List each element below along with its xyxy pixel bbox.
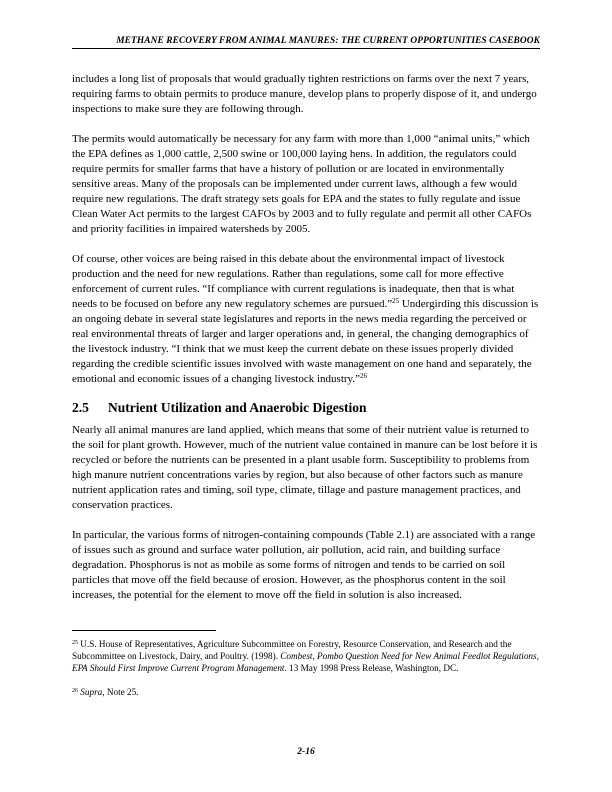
paragraph-1: includes a long list of proposals that would gradually tighten restrictions on farms over the next 7 years, requiring farms to obtain permits to produce manure, develop plans to properly dispose of it, and undergo inspections to make sure they are following through. [72, 73, 537, 115]
paragraph-3 [72, 252, 540, 387]
paragraph-2: The permits would automatically be necessary for any farm with more than 1,000 “animal units,” which the EPA defines as 1,000 cattle, 2,500 swine or 100,000 laying hens. In addition, the regulators could require permits for smaller farms that have a history of pollution or are located in environmentally sensitive areas. Many of the proposals can be implemented under current laws, although a few would require new regulations. The draft strategy sets goals for EPA and the states to fully regulate and issue Clean Water Act permits to the largest CAFOs by 2003 and to fully regulate and permit all other CAFOs and priority facilities in impaired watersheds by 2005. [72, 133, 532, 235]
section-title: Nutrient Utilization and Anaerobic Digestion [108, 400, 367, 415]
paragraph-4: Nearly all animal manures are land applied, which means that some of their nutrient value is returned to the soil for plant growth. However, much of the nutrient value contained in manure can be lost before it is recycled or before the nutrients can be presented in a plant usable form. Susceptibility to problems from high manure nutrient concentrations varies by region, but also because of other factors such as manure nutrient application rates and timing, soil type, climate, tillage and pasture management practices, and conservation practices. [72, 424, 538, 511]
paragraph-3-text-a: Of course, other voices are being raised in this debate about the environmental impact of livestock production and the need for new regulations. Rather than regulations, some call for more effective enforcement of current rules. “If compliance with current regulations is inadequate, then that is what needs to be focused on before any new regulatory schemes are pursued.” [72, 253, 515, 310]
footnote-rule [72, 630, 216, 631]
footnote-26-supra: Supra [80, 687, 103, 697]
footnote-ref-26[interactable]: 26 [359, 372, 367, 380]
footnotes [72, 638, 540, 710]
section-number: 2.5 [72, 400, 89, 415]
footnote-25 [72, 638, 540, 674]
footnote-26-mark: 26 [72, 688, 78, 694]
paragraph-3-text-b: Undergirding this discussion is an ongoing debate in several state legislatures and reports in the news media regarding the perceived or real environmental threats of larger and larger operations and, in general, the changing demographics of the livestock industry. “I think that we must keep the current debate on these issues properly divided regarding the credible scientific issues involved with waste management on one hand and separately, the emotional and economic issues of a changing livestock industry.” [72, 298, 539, 385]
footnote-25-text: U.S. House of Representatives, Agriculture Subcommittee on Forestry, Resource Conservation, and Research and the Subcommittee on Livestock, Dairy, and Poultry. (1998). [72, 639, 512, 661]
section-heading [72, 399, 540, 417]
paragraph-5: In particular, the various forms of nitrogen-containing compounds (Table 2.1) are associated with a range of issues such as ground and surface water pollution, air pollution, acid rain, and building surface degradation. Phosphorus is not as mobile as some forms of nitrogen and tends to be carried on soil particles that move off the field because of erosion. However, as the phosphorus content in the soil increases, the potential for the element to move off the field in solution is also increased. [72, 529, 536, 601]
footnote-26 [72, 686, 540, 698]
footnote-25-mark: 25 [72, 640, 78, 646]
footnote-25-tail: . 13 May 1998 Press Release, Washington, DC. [284, 663, 459, 673]
header-rule [72, 48, 540, 49]
page-number: 2-16 [297, 747, 315, 757]
footnote-25-title: Combest, Pombo Question Need for New Animal Feedlot Regulations, EPA Should First Improve Current Program Management [72, 651, 539, 673]
footnote-ref-25[interactable]: 25 [392, 297, 400, 305]
footnote-26-tail: , Note 25. [102, 687, 139, 697]
body-text [72, 72, 540, 618]
running-header: METHANE RECOVERY FROM ANIMAL MANURES: THE CURRENT OPPORTUNITIES CASEBOOK [116, 36, 540, 46]
